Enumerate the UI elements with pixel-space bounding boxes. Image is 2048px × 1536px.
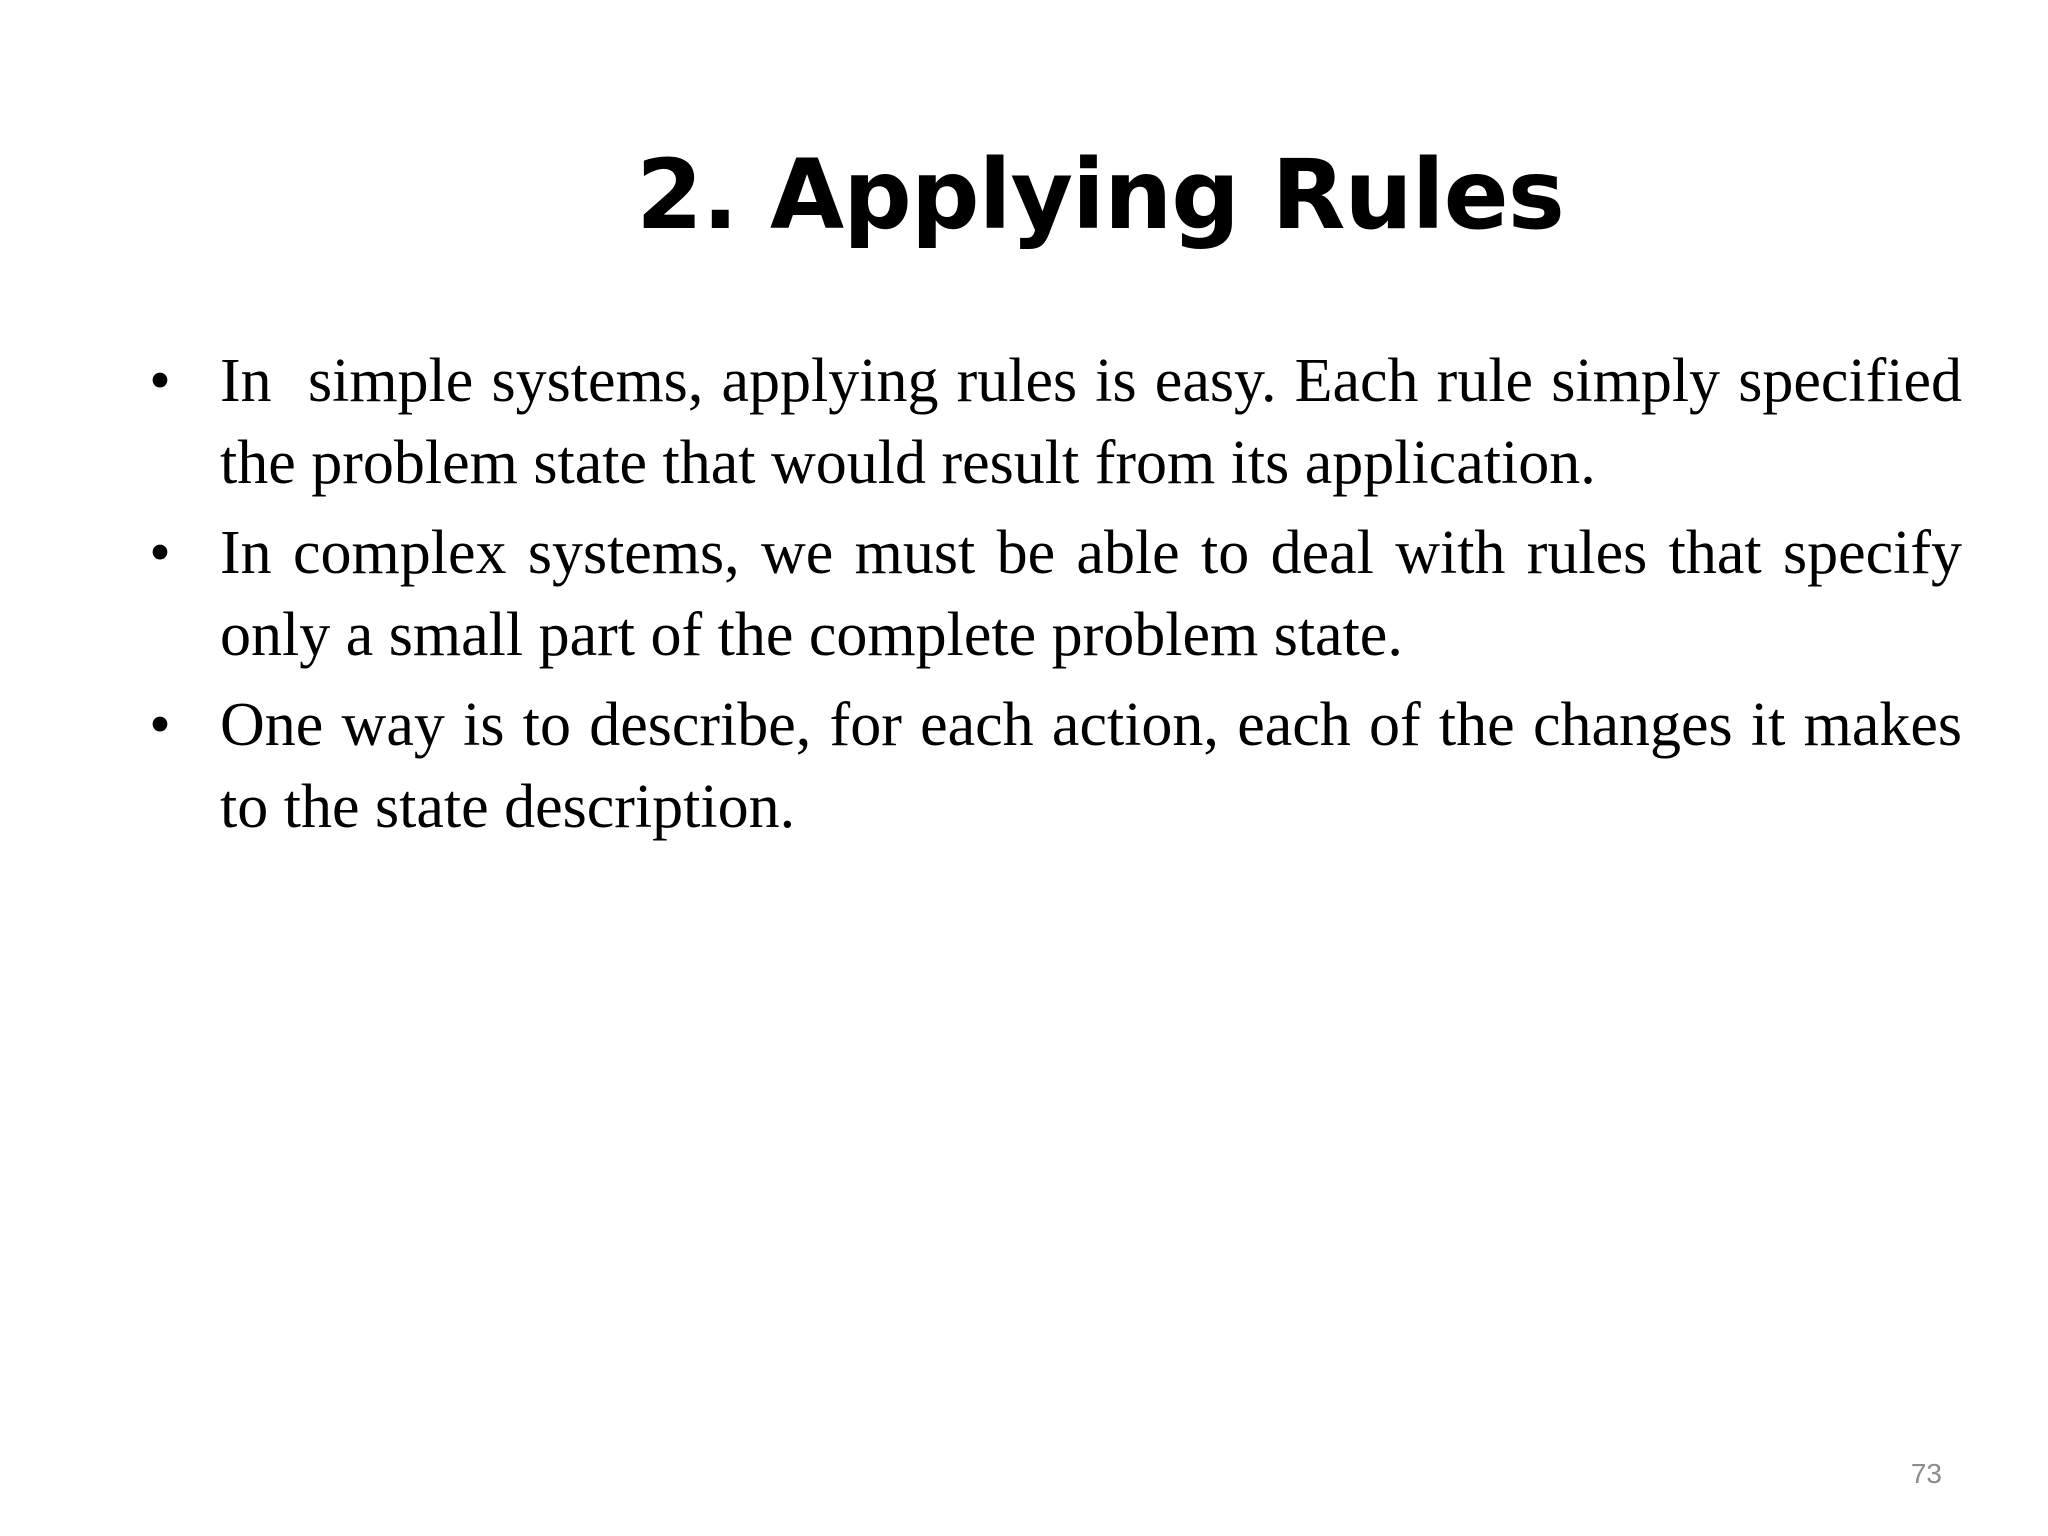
slide-title: 2. Applying Rules [636,139,1564,251]
bullet-text: In complex systems, we must be able to deal with rules that specify only a small part of the complete problem state. [220,519,1978,669]
bullet-item [140,684,1978,848]
bullet-icon: • [149,691,171,759]
page-number: 73 [1910,1458,1942,1489]
bullet-list [140,340,1978,856]
bullet-text: In simple systems, applying rules is easy. Each rule simply specified the problem state that would result from its application. [220,347,1978,497]
bullet-icon: • [149,519,171,587]
bullet-icon: • [149,347,171,415]
bullet-text: One way is to describe, for each action, each of the changes it makes to the state description. [220,691,1978,841]
bullet-item [140,340,1978,504]
bullet-item [140,512,1978,676]
